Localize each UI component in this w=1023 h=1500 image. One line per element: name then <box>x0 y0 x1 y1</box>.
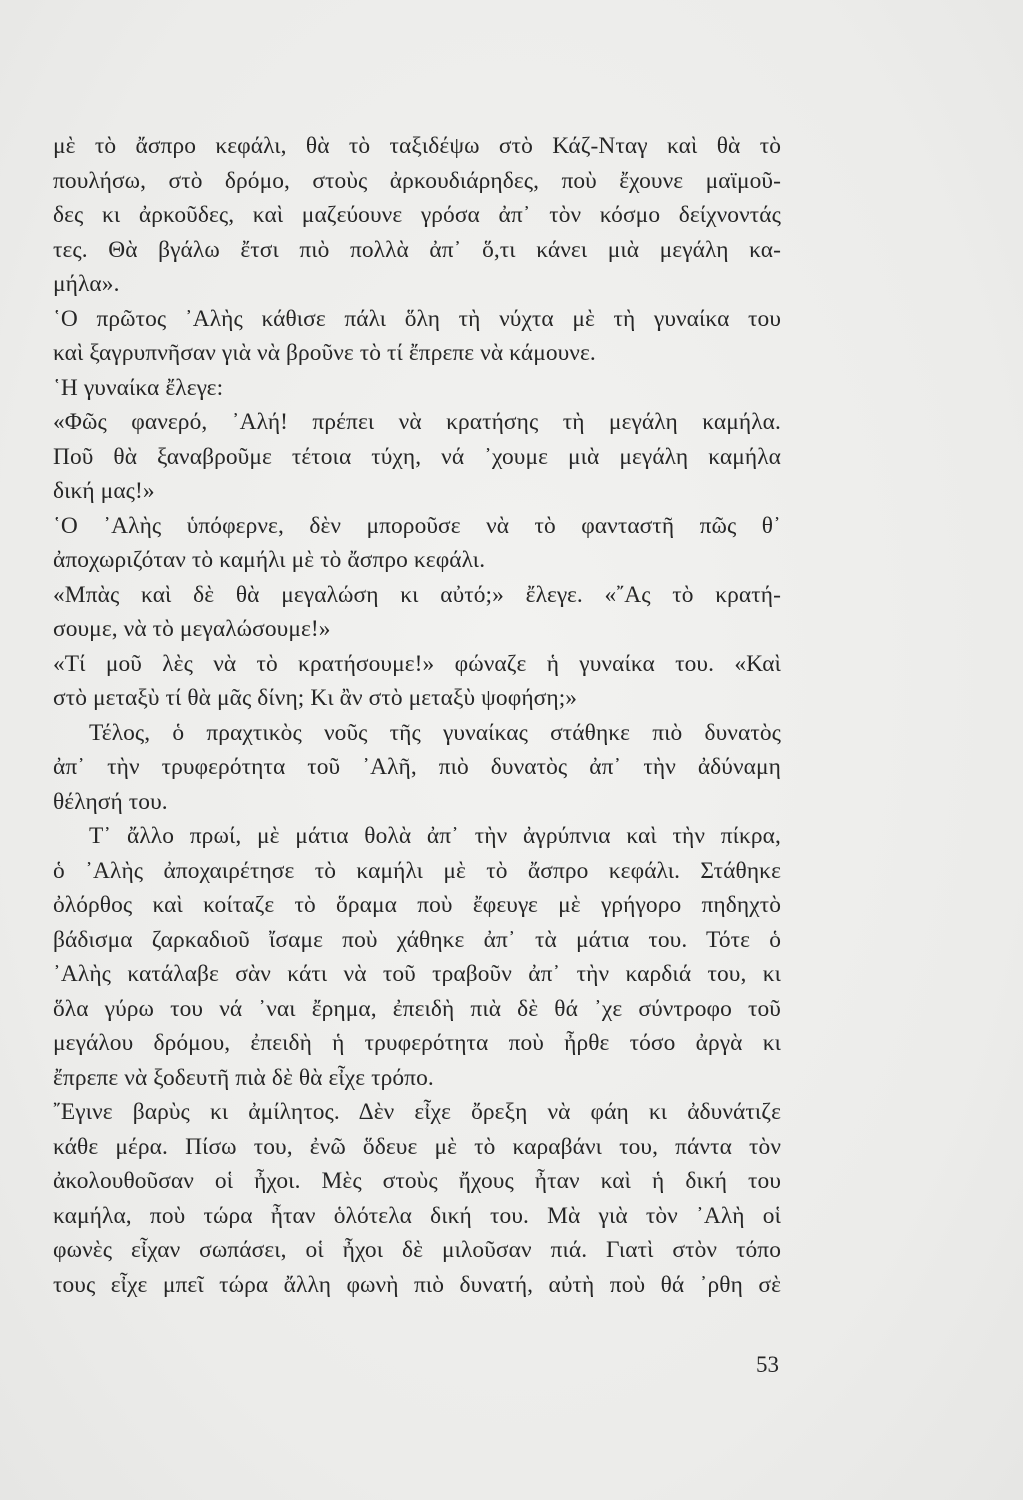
text-line: μὲ τὸ ἄσπρο κεφάλι, θὰ τὸ ταξιδέψω στὸ Κάζ-Νταγ καὶ θὰ τὸ <box>53 133 781 159</box>
text-line: ᾿Αλὴς κατάλαβε σὰν κάτι νὰ τοῦ τραβοῦν ἀπ᾿ τὴν καρδιά του, κι <box>53 961 781 987</box>
text-line: ὀλόρθος καὶ κοίταζε τὸ ὅραμα ποὺ ἔφευγε μὲ γρήγορο πηδηχτὸ <box>53 892 781 918</box>
text-line: πουλήσω, στὸ δρόμο, στοὺς ἀρκουδιάρηδες, ποὺ ἔχουνε μαϊμοῦ- <box>53 167 781 194</box>
text-line: σουμε, νὰ τὸ μεγαλώσουμε!» <box>53 616 331 642</box>
text-line: Ποῦ θὰ ξαναβροῦμε τέτοια τύχη, νά ᾿χουμε μιὰ μεγάλη καμήλα <box>53 443 781 470</box>
text-line: θέλησή του. <box>53 788 168 815</box>
text-line: ῎Εγινε βαρὺς κι ἀμίλητος. Δὲν εἶχε ὄρεξη νὰ φάη κι ἀδυνάτιζε <box>53 1099 781 1125</box>
text-line: ἀκολουθοῦσαν οἱ ἦχοι. Μὲς στοὺς ἤχους ἦταν καὶ ἡ δική του <box>53 1168 781 1194</box>
text-line: φωνὲς εἶχαν σωπάσει, οἱ ἦχοι δὲ μιλοῦσαν πιά. Γιατὶ στὸν τόπο <box>53 1237 781 1263</box>
text-line: καὶ ξαγρυπνῆσαν γιὰ νὰ βροῦνε τὸ τί ἔπρεπε νὰ κάμουνε. <box>53 340 596 366</box>
page-number: 53 <box>756 1352 779 1377</box>
text-line: τους εἶχε μπεῖ τώρα ἄλλη φωνὴ πιὸ δυνατή, αὐτὴ ποὺ θά ᾿ρθη σὲ <box>53 1271 781 1298</box>
text-line: ῾Ο ᾿Αλὴς ὑπόφερνε, δὲν μποροῦσε νὰ τὸ φανταστῆ πῶς θ᾿ <box>53 512 781 539</box>
text-line: τες. Θὰ βγάλω ἔτσι πιὸ πολλὰ ἀπ᾿ ὅ,τι κάνει μιὰ μεγάλη κα- <box>53 236 781 263</box>
text-line: «Τί μοῦ λὲς νὰ τὸ κρατήσουμε!» φώναζε ἡ γυναίκα του. «Καὶ <box>53 650 781 677</box>
text-line: δική μας!» <box>53 478 155 504</box>
text-line: «Φῶς φανερό, ᾿Αλή! πρέπει νὰ κρατήσης τὴ μεγάλη καμήλα. <box>53 409 781 435</box>
text-line: ὁ ᾿Αλὴς ἀποχαιρέτησε τὸ καμήλι μὲ τὸ ἄσπρο κεφάλι. Στάθηκε <box>53 857 781 884</box>
text-line: δες κι ἀρκοῦδες, καὶ μαζεύουνε γρόσα ἀπ᾿ τὸν κόσμο δείχνοντάς <box>53 202 781 228</box>
text-line: ῾Η γυναίκα ἔλεγε: <box>53 374 224 401</box>
body-text <box>53 129 781 1302</box>
text-line: Τ᾿ ἄλλο πρωί, μὲ μάτια θολὰ ἀπ᾿ τὴν ἀγρύπνια καὶ τὴν πίκρα, <box>89 823 781 849</box>
text-line: κάθε μέρα. Πίσω του, ἐνῶ ὅδευε μὲ τὸ καραβάνι του, πάντα τὸν <box>53 1133 781 1160</box>
text-line: ἀποχωριζόταν τὸ καμήλι μὲ τὸ ἄσπρο κεφάλι. <box>53 547 486 573</box>
text-line: ἔπρεπε νὰ ξοδευτῆ πιὰ δὲ θὰ εἶχε τρόπο. <box>53 1064 434 1091</box>
text-line: ῾Ο πρῶτος ᾿Αλὴς κάθισε πάλι ὅλη τὴ νύχτα μὲ τὴ γυναίκα του <box>53 305 781 332</box>
text-line: στὸ μεταξὺ τί θὰ μᾶς δίνη; Κι ἂν στὸ μεταξὺ ψοφήση;» <box>53 685 578 711</box>
text-line: βάδισμα ζαρκαδιοῦ ἴσαμε ποὺ χάθηκε ἀπ᾿ τὰ μάτια του. Τότε ὁ <box>53 926 781 953</box>
text-line: καμήλα, ποὺ τώρα ἦταν ὁλότελα δική του. Μὰ γιὰ τὸν ᾿Αλὴ οἱ <box>53 1202 781 1229</box>
text-line: μήλα». <box>53 271 120 297</box>
text-line: «Μπὰς καὶ δὲ θὰ μεγαλώση κι αὐτό;» ἔλεγε. «῎Ας τὸ κρατή- <box>53 581 781 608</box>
text-line: ἀπ᾿ τὴν τρυφερότητα τοῦ ᾿Αλῆ, πιὸ δυνατὸς ἀπ᾿ τὴν ἀδύναμη <box>53 754 781 780</box>
text-line: μεγάλου δρόμου, ἐπειδὴ ἡ τρυφερότητα ποὺ ἦρθε τόσο ἀργὰ κι <box>53 1030 781 1056</box>
text-line: ὅλα γύρω του νά ᾿ναι ἔρημα, ἐπειδὴ πιὰ δὲ θά ᾿χε σύντροφο τοῦ <box>53 995 781 1022</box>
text-line: Τέλος, ὁ πραχτικὸς νοῦς τῆς γυναίκας στάθηκε πιὸ δυνατὸς <box>89 719 781 746</box>
